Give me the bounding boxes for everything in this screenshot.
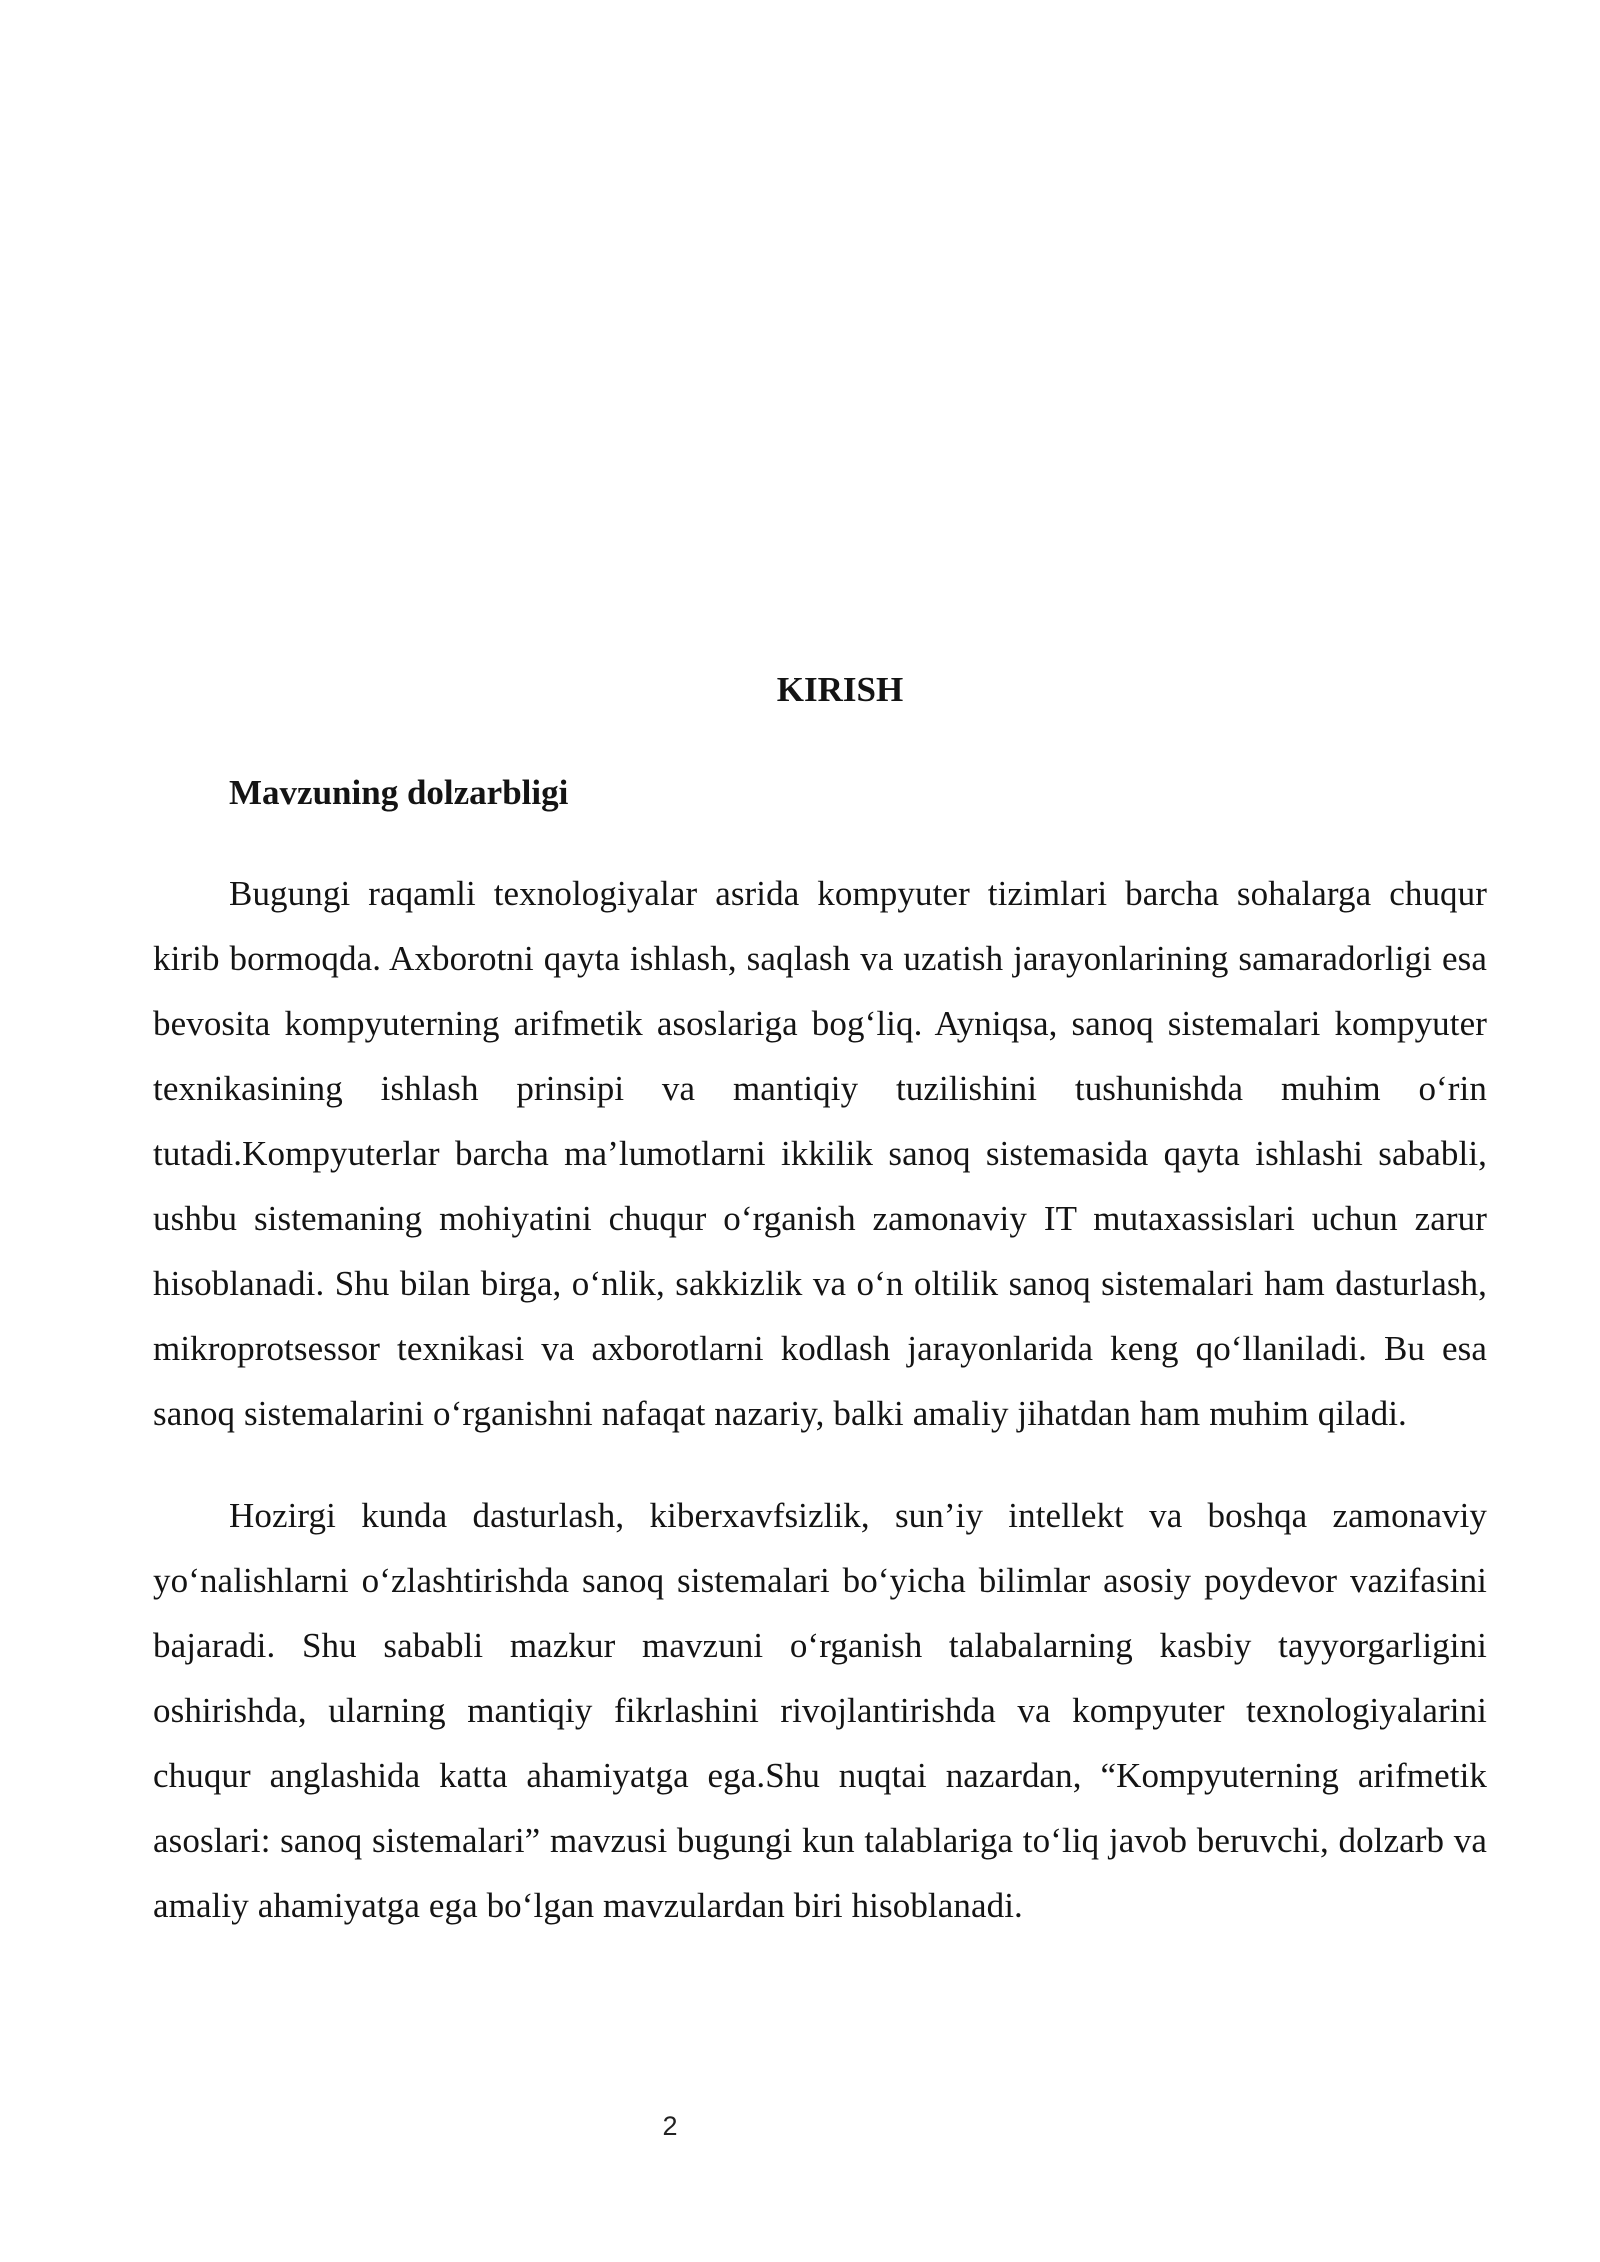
body-paragraph-1: Bugungi raqamli texnologiyalar asrida kompyuter tizimlari barcha sohalarga chuqur kirib bormoqda. Axborotni qayta ishlash, saqlash va uzatish jarayonlarining samaradorligi esa bevosita kompyuterning arifmetik asoslariga bog‘liq. Ayniqsa, sanoq sistemalari kompyuter texnikasining ishlash prinsipi va mantiqiy tuzilishini tushunishda muhim o‘rin tutadi.Kompyuterlar barcha ma’lumotlarni ikkilik sanoq sistemasida qayta ishlashi sababli, ushbu sistemaning mohiyatini chuqur o‘rganish zamonaviy IT mutaxassislari uchun zarur hisoblanadi. Shu bilan birga, o‘nlik, sakkizlik va o‘n oltilik sanoq sistemalari ham dasturlash, mikroprotsessor texnikasi va axborotlarni kodlash jarayonlarida keng qo‘llaniladi. Bu esa sanoq sistemalarini o‘rganishni nafaqat nazariy, balki amaliy jihatdan ham muhim qiladi.	[153, 874, 1487, 1433]
chapter-title: KIRISH	[776, 670, 904, 709]
page-number: 2	[662, 2111, 678, 2141]
section-heading: Mavzuning dolzarbligi	[229, 773, 569, 812]
body-paragraph-2: Hozirgi kunda dasturlash, kiberxavfsizlik, sun’iy intellekt va boshqa zamonaviy yo‘nalishlarni o‘zlashtirishda sanoq sistemalari bo‘yicha bilimlar asosiy poydevor vazifasini bajaradi. Shu sababli mazkur mavzuni o‘rganish talabalarning kasbiy tayyorgarligini oshirishda, ularning mantiqiy fikrlashini rivojlantirishda va kompyuter texnologiyalarini chuqur anglashida katta ahamiyatga ega.Shu nuqtai nazardan, “Kompyuterning arifmetik asoslari: sanoq sistemalari” mavzusi bugungi kun talablariga to‘liq javob beruvchi, dolzarb va amaliy ahamiyatga ega bo‘lgan mavzulardan biri hisoblanadi.	[153, 1496, 1487, 1925]
page-content	[153, 655, 1487, 1938]
